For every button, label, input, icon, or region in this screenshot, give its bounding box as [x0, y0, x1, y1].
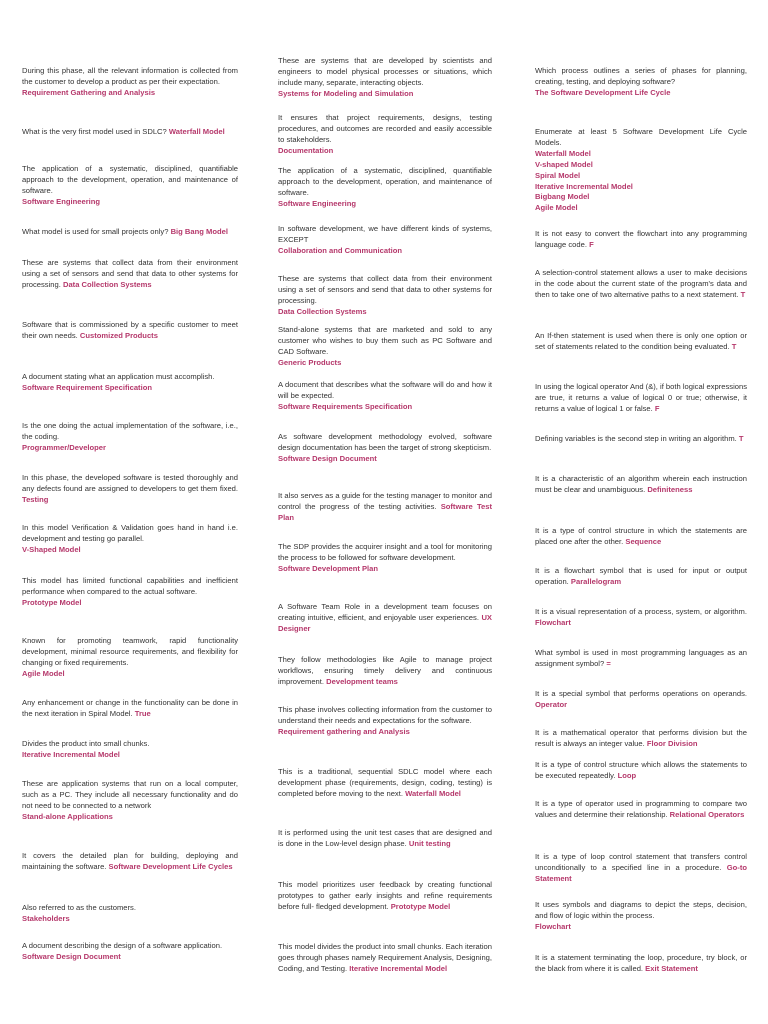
qa-item	[535, 900, 747, 933]
qa-item	[278, 325, 492, 369]
qa-item	[278, 380, 492, 413]
answer-text: Customized Products	[79, 330, 158, 340]
qa-item	[278, 432, 492, 465]
answer-text: V-shaped Model	[535, 159, 593, 169]
question-text: These are systems that collect data from their environment using a set of sensors and send that data to other systems for processing.	[22, 258, 238, 289]
answer-text: Software Development Plan	[278, 563, 379, 573]
column-1	[22, 0, 238, 1024]
answer-text: Sequence	[625, 536, 662, 546]
question-text: In using the logical operator And (&), if both logical expressions are true, it returns a value of logical 0 or true; otherwise, it returns a value of logical 1 or false.	[535, 382, 747, 413]
question-text: In this model Verification & Validation goes hand in hand i.e. development and testing go parallel.	[22, 523, 238, 543]
qa-item	[278, 880, 492, 913]
column-2	[278, 0, 492, 1024]
answer-text: Development teams	[326, 676, 398, 686]
question-text: As software development methodology evolved, software design documentation has been the target of strong skepticism.	[278, 432, 492, 452]
question-text: It is a type of control structure in which the statements are placed one after the other.	[535, 526, 747, 546]
answer-text: Data Collection Systems	[278, 306, 367, 316]
answer-text: Operator	[535, 699, 568, 709]
qa-item	[22, 258, 238, 291]
qa-item	[22, 636, 238, 680]
question-text: This model divides the product into small chunks. Each iteration goes through phases namely Requirement Analysis, Designing, Coding, and Testing.	[278, 942, 492, 973]
qa-item	[22, 127, 238, 138]
question-text: In this phase, the developed software is tested thoroughly and any defects found are assigned to developers to get them fixed.	[22, 473, 238, 493]
answer-text: Floor Division	[646, 738, 698, 748]
answer-text: Exit Statement	[645, 963, 698, 973]
answer-text: =	[606, 658, 611, 668]
qa-item	[278, 828, 492, 850]
answer-text: Requirement gathering and Analysis	[278, 726, 410, 736]
answer-text: UX Designer	[278, 612, 492, 633]
answer-text: Testing	[22, 494, 49, 504]
qa-item	[278, 166, 492, 210]
qa-item	[535, 526, 747, 548]
question-text: It is a flowchart symbol that is used for input or output operation.	[535, 566, 747, 586]
question-text: A selection-control statement allows a user to make decisions in the code about the current state of the program's data and then to take one of two alternative paths to a next statement.	[535, 268, 747, 299]
qa-item	[535, 127, 747, 214]
qa-item	[22, 227, 238, 238]
answer-text: Waterfall Model	[405, 788, 461, 798]
question-text: These are application systems that run on a local computer, such as a PC. They include all necessary functionality and do not need to be connected to a network	[22, 779, 238, 810]
qa-item	[535, 268, 747, 301]
question-text: It is a type of control structure which allows the statements to be executed repeatedly.	[535, 760, 747, 780]
question-text: It is a mathematical operator that performs division but the result is always an integer value.	[535, 728, 747, 748]
qa-item	[22, 164, 238, 208]
answer-text: V-Shaped Model	[22, 544, 81, 554]
answer-text: Agile Model	[22, 668, 65, 678]
question-text: In software development, we have different kinds of systems, EXCEPT	[278, 224, 492, 244]
answer-text: Unit testing	[408, 838, 451, 848]
qa-item	[535, 382, 747, 415]
answer-text: Software Development Life Cycles	[108, 861, 233, 871]
question-text: Defining variables is the second step in writing an algorithm.	[535, 434, 737, 443]
qa-item	[535, 852, 747, 885]
qa-item	[278, 602, 492, 635]
answer-text: Bigbang Model	[535, 192, 590, 202]
answer-text: Iterative Incremental Model	[349, 963, 448, 973]
question-text: The SDP provides the acquirer insight and a tool for monitoring the process to be followed for software development.	[278, 542, 492, 562]
question-text: Enumerate at least 5 Software Development Life Cycle Models.	[535, 127, 747, 147]
qa-item	[535, 607, 747, 629]
qa-item	[22, 698, 238, 720]
qa-item	[535, 474, 747, 496]
question-text: During this phase, all the relevant information is collected from the customer to develop a product as per their expectation.	[22, 66, 238, 86]
qa-item	[278, 767, 492, 800]
column-3	[535, 0, 747, 1024]
question-text: This model has limited functional capabilities and inefficient performance when compared to the actual software.	[22, 576, 238, 596]
answer-text: T	[731, 341, 737, 351]
answer-text: Relational Operators	[669, 809, 745, 819]
qa-item	[22, 779, 238, 823]
answer-text: Software Design Document	[278, 453, 377, 463]
question-text: These are systems that are developed by scientists and engineers to model physical processes or situations, which include many, separate, interacting objects.	[278, 56, 492, 87]
qa-item	[278, 113, 492, 157]
answer-text: Waterfall Model	[168, 127, 225, 136]
answer-text: Parallelogram	[570, 576, 622, 586]
answer-text: F	[589, 239, 594, 249]
qa-item	[22, 523, 238, 556]
answer-text: Flowchart	[535, 921, 571, 931]
question-text: What model is used for small projects only?	[22, 227, 169, 236]
answer-text: T	[738, 434, 744, 443]
qa-item	[278, 542, 492, 575]
question-text: A document that describes what the software will do and how it will be expected.	[278, 380, 492, 400]
answer-text: Stand-alone Applications	[22, 811, 113, 821]
answer-text: Software Test Plan	[278, 501, 492, 522]
question-text: It is a characteristic of an algorithm wherein each instruction must be clear and unambiguous.	[535, 474, 747, 494]
question-text: Any enhancement or change in the functionality can be done in the next iteration in Spiral Model.	[22, 698, 238, 718]
answer-text: Spiral Model	[535, 170, 581, 180]
answer-text: Big Bang Model	[170, 227, 228, 236]
question-text: Which process outlines a series of phases for planning, creating, testing, and deploying software?	[535, 66, 747, 86]
question-text: It is a visual representation of a process, system, or algorithm.	[535, 607, 747, 616]
qa-item	[535, 648, 747, 670]
qa-item	[535, 953, 747, 975]
qa-item	[278, 491, 492, 524]
qa-item	[22, 903, 238, 925]
answer-text: Iterative Incremental Model	[22, 749, 120, 759]
answer-text: Requirement Gathering and Analysis	[22, 87, 156, 97]
answer-text: Software Requirement Specification	[22, 382, 152, 392]
qa-item	[278, 274, 492, 318]
qa-item	[535, 760, 747, 782]
answer-text: Data Collection Systems	[62, 279, 152, 289]
qa-item	[22, 421, 238, 454]
question-text: Stand-alone systems that are marketed and sold to any customer who wishes to buy them such as PC Software and CAD Software.	[278, 325, 492, 356]
answer-text: Definiteness	[647, 484, 693, 494]
question-text: Also referred to as the customers.	[22, 903, 136, 912]
qa-item	[278, 705, 492, 738]
question-text: It ensures that project requirements, designs, testing procedures, and outcomes are recorded and easily accessible to stakeholders.	[278, 113, 492, 144]
answer-text: Generic Products	[278, 357, 342, 367]
answer-text: F	[654, 403, 660, 413]
qa-item	[535, 66, 747, 99]
qa-item	[535, 799, 747, 821]
question-text: It covers the detailed plan for building, deploying and maintaining the software.	[22, 851, 238, 871]
qa-item	[278, 224, 492, 257]
qa-item	[535, 728, 747, 750]
qa-item	[535, 331, 747, 353]
qa-item	[22, 851, 238, 873]
question-text: A Software Team Role in a development team focuses on creating intuitive, efficient, and enjoyable user experiences.	[278, 602, 492, 622]
answer-text: Prototype Model	[22, 597, 82, 607]
question-text: A document describing the design of a software application.	[22, 941, 223, 950]
answer-text: Software Requirements Specification	[278, 401, 413, 411]
answer-text: The Software Development Life Cycle	[535, 87, 671, 97]
answer-text: Prototype Model	[390, 901, 451, 911]
qa-item	[535, 566, 747, 588]
question-text: Known for promoting teamwork, rapid functionality development, minimal resource requirements, and flexibility for changing or fixed requirements.	[22, 636, 238, 667]
qa-item	[22, 576, 238, 609]
question-text: It is a statement terminating the loop, procedure, try block, or the black from where it is called.	[535, 953, 747, 973]
question-text: A document stating what an application must accomplish.	[22, 372, 215, 381]
question-text: Divides the product into small chunks.	[22, 739, 150, 748]
qa-item	[535, 689, 747, 711]
answer-text: Collaboration and Communication	[278, 245, 403, 255]
qa-item	[278, 56, 492, 100]
qa-item	[22, 941, 238, 963]
answer-text: T	[740, 289, 746, 299]
question-text: An If-then statement is used when there is only one option or set of statements related to the condition being evaluated.	[535, 331, 747, 351]
question-text: They follow methodologies like Agile to manage project workflows, ensuring timely delivery and continuous improvement.	[278, 655, 492, 686]
answer-text: Agile Model	[535, 203, 578, 213]
answer-text: Iterative Incremental Model	[535, 181, 633, 191]
qa-item	[22, 473, 238, 506]
question-text: Is the one doing the actual implementation of the software, i.e., the coding.	[22, 421, 238, 441]
qa-item	[278, 942, 492, 975]
question-text: It is a type of loop control statement that transfers control unconditionally to a specified line in a procedure.	[535, 852, 747, 872]
qa-item	[22, 372, 238, 394]
question-text: Software that is commissioned by a specific customer to meet their own needs.	[22, 320, 238, 340]
answer-text: Go-to Statement	[535, 862, 747, 883]
answer-text: Waterfall Model	[535, 148, 591, 158]
question-text: What symbol is used in most programming languages as an assignment symbol?	[535, 648, 747, 668]
question-text: It is a special symbol that performs operations on operands.	[535, 689, 747, 698]
question-text: The application of a systematic, disciplined, quantifiable approach to the development, operation, and maintenance of software.	[22, 164, 238, 195]
question-text: This model prioritizes user feedback by creating functional prototypes to gather early insights and refine requirements before full- fledged development.	[278, 880, 492, 911]
answer-text: Software Engineering	[22, 196, 101, 206]
question-text: These are systems that collect data from their environment using a set of sensors and send that data to other systems for processing.	[278, 274, 492, 305]
answer-text: Software Design Document	[22, 951, 121, 961]
answer-text: Documentation	[278, 145, 334, 155]
qa-item	[22, 66, 238, 99]
question-text: The application of a systematic, disciplined, quantifiable approach to the development, operation, and maintenance of software.	[278, 166, 492, 197]
question-text: This is a traditional, sequential SDLC model where each development phase (requirements, design, coding, testing) is completed before moving to the next.	[278, 767, 492, 798]
question-text: This phase involves collecting information from the customer to understand their needs and expectations for the software.	[278, 705, 492, 725]
question-text: It is a type of operator used in programming to compare two values and determine their relationship.	[535, 799, 747, 819]
answer-text: Systems for Modeling and Simulation	[278, 88, 414, 98]
qa-item	[535, 229, 747, 251]
answer-text: Programmer/Developer	[22, 442, 106, 452]
answer-text: Stakeholders	[22, 913, 70, 923]
qa-item	[22, 739, 238, 761]
question-text: It is not easy to convert the flowchart into any programming language code.	[535, 229, 747, 249]
answer-text: True	[134, 708, 151, 718]
qa-item	[22, 320, 238, 342]
qa-item	[535, 434, 747, 445]
question-text: It also serves as a guide for the testing manager to monitor and control the progress of the testing activities.	[278, 491, 492, 511]
question-text: It uses symbols and diagrams to depict the steps, decision, and flow of logic within the process.	[535, 900, 747, 920]
question-text: What is the very first model used in SDLC?	[22, 127, 167, 136]
qa-item	[278, 655, 492, 688]
answer-text: Software Engineering	[278, 198, 357, 208]
question-text: It is performed using the unit test cases that are designed and is done in the Low-level design phase.	[278, 828, 492, 848]
answer-text: Flowchart	[535, 617, 571, 627]
answer-text: Loop	[617, 770, 637, 780]
